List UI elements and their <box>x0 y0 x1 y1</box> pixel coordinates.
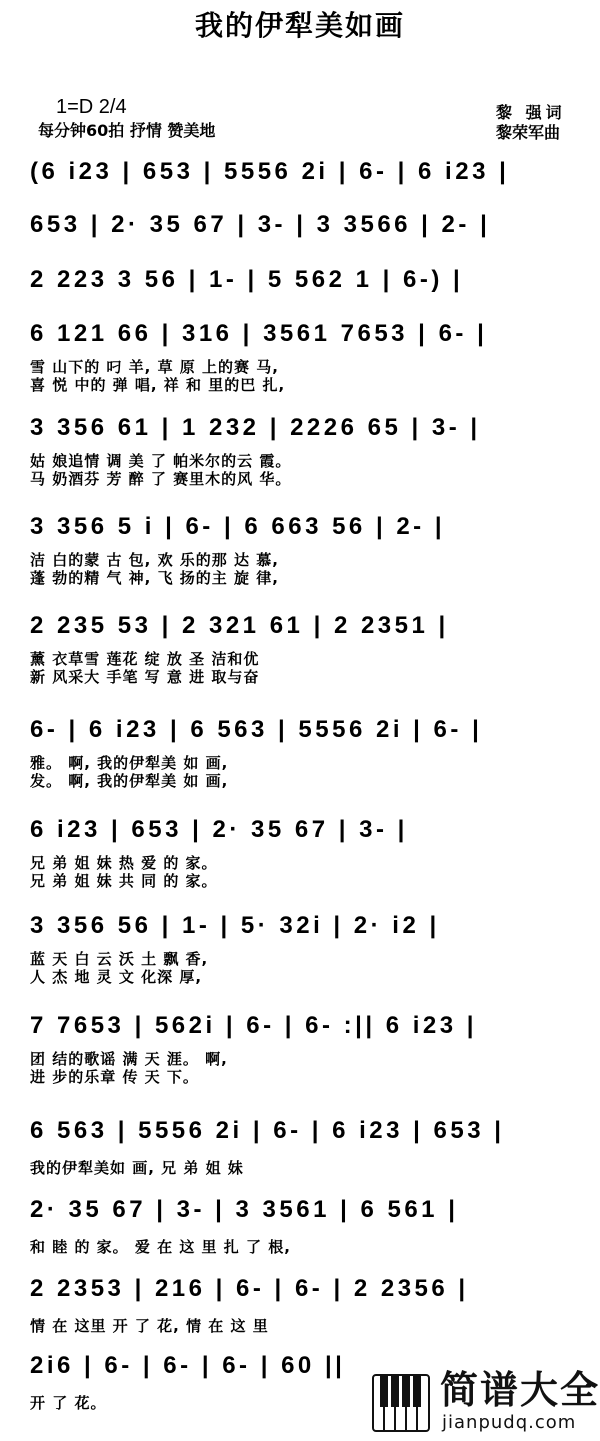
notation: 6 121 66 | 316 | 3561 7653 | 6- | <box>30 320 488 347</box>
notation: 2 2353 | 216 | 6- | 6- | 2 2356 | <box>30 1275 469 1302</box>
notation: 6- | 6 i23 | 6 563 | 5556 2i | 6- | <box>30 716 483 743</box>
notation: 3 356 5 i | 6- | 6 663 56 | 2- | <box>30 513 446 540</box>
lyric-verse-2: 喜 悦 中的 弹 唱, 祥 和 里的巴 扎, <box>30 376 286 394</box>
site-watermark <box>372 1368 600 1436</box>
notation: 653 | 2· 35 67 | 3- | 3 3566 | 2- | <box>30 211 491 238</box>
notation: 2 223 3 56 | 1- | 5 562 1 | 6-) | <box>30 266 464 293</box>
notation: 2· 35 67 | 3- | 3 3561 | 6 561 | <box>30 1196 459 1223</box>
lyric-verse-2: 发。 啊, 我的伊犁美 如 画, <box>30 772 229 790</box>
lyric-verse-2: 新 风采大 手笔 写 意 进 取与奋 <box>30 668 260 686</box>
notation: 6 i23 | 653 | 2· 35 67 | 3- | <box>30 816 408 843</box>
notation: 6 563 | 5556 2i | 6- | 6 i23 | 653 | <box>30 1117 505 1144</box>
notation: 3 356 61 | 1 232 | 2226 65 | 3- | <box>30 414 481 441</box>
piano-keys-icon <box>372 1374 430 1432</box>
lyric: 我的伊犁美如 画, 兄 弟 姐 妹 <box>30 1159 244 1177</box>
watermark-url: jianpudq.com <box>442 1412 577 1433</box>
lyric-verse-1: 雪 山下的 叼 羊, 草 原 上的赛 马, <box>30 358 279 376</box>
composer-credit: 黎荣军曲 <box>496 123 561 142</box>
lyric-verse-1: 薰 衣草雪 莲花 绽 放 圣 洁和优 <box>30 650 260 668</box>
lyric-verse-2: 进 步的乐章 传 天 下。 <box>30 1068 199 1086</box>
tempo-mood: 每分钟60拍 抒情 赞美地 <box>38 121 216 140</box>
lyric: 情 在 这里 开 了 花, 情 在 这 里 <box>30 1317 269 1335</box>
lyric-verse-2: 人 杰 地 灵 文 化深 厚, <box>30 968 203 986</box>
notation: 7 7653 | 562i | 6- | 6- :|| 6 i23 | <box>30 1012 477 1039</box>
lyric-verse-2: 蓬 勃的精 气 神, 飞 扬的主 旋 律, <box>30 569 279 587</box>
watermark-title: 简谱大全 <box>440 1368 600 1412</box>
notation: 2i6 | 6- | 6- | 6- | 60 || <box>30 1352 346 1379</box>
lyric-verse-1: 团 结的歌谣 满 天 涯。 啊, <box>30 1050 228 1068</box>
lyric-verse-1: 兄 弟 姐 妹 热 爱 的 家。 <box>30 854 218 872</box>
notation: (6 i23 | 653 | 5556 2i | 6- | 6 i23 | <box>30 158 510 185</box>
notation: 3 356 56 | 1- | 5· 32i | 2· i2 | <box>30 912 440 939</box>
notation: 2 235 53 | 2 321 61 | 2 2351 | <box>30 612 449 639</box>
key-time-signature: 1=D 2/4 <box>56 96 127 118</box>
score-title: 我的伊犁美如画 <box>194 9 405 42</box>
lyric: 开 了 花。 <box>30 1394 107 1412</box>
lyric-verse-2: 马 奶酒芬 芳 醉 了 赛里木的风 华。 <box>30 470 292 488</box>
lyricist-credit: 黎 强词 <box>496 103 566 122</box>
lyric-verse-1: 雅。 啊, 我的伊犁美 如 画, <box>30 754 229 772</box>
lyric-verse-1: 蓝 天 白 云 沃 土 飘 香, <box>30 950 209 968</box>
lyric-verse-2: 兄 弟 姐 妹 共 同 的 家。 <box>30 872 218 890</box>
lyric-verse-1: 洁 白的蒙 古 包, 欢 乐的那 达 慕, <box>30 551 279 569</box>
lyric: 和 睦 的 家。 爱 在 这 里 扎 了 根, <box>30 1238 291 1256</box>
lyric-verse-1: 姑 娘追情 调 美 了 帕米尔的云 霞。 <box>30 452 292 470</box>
